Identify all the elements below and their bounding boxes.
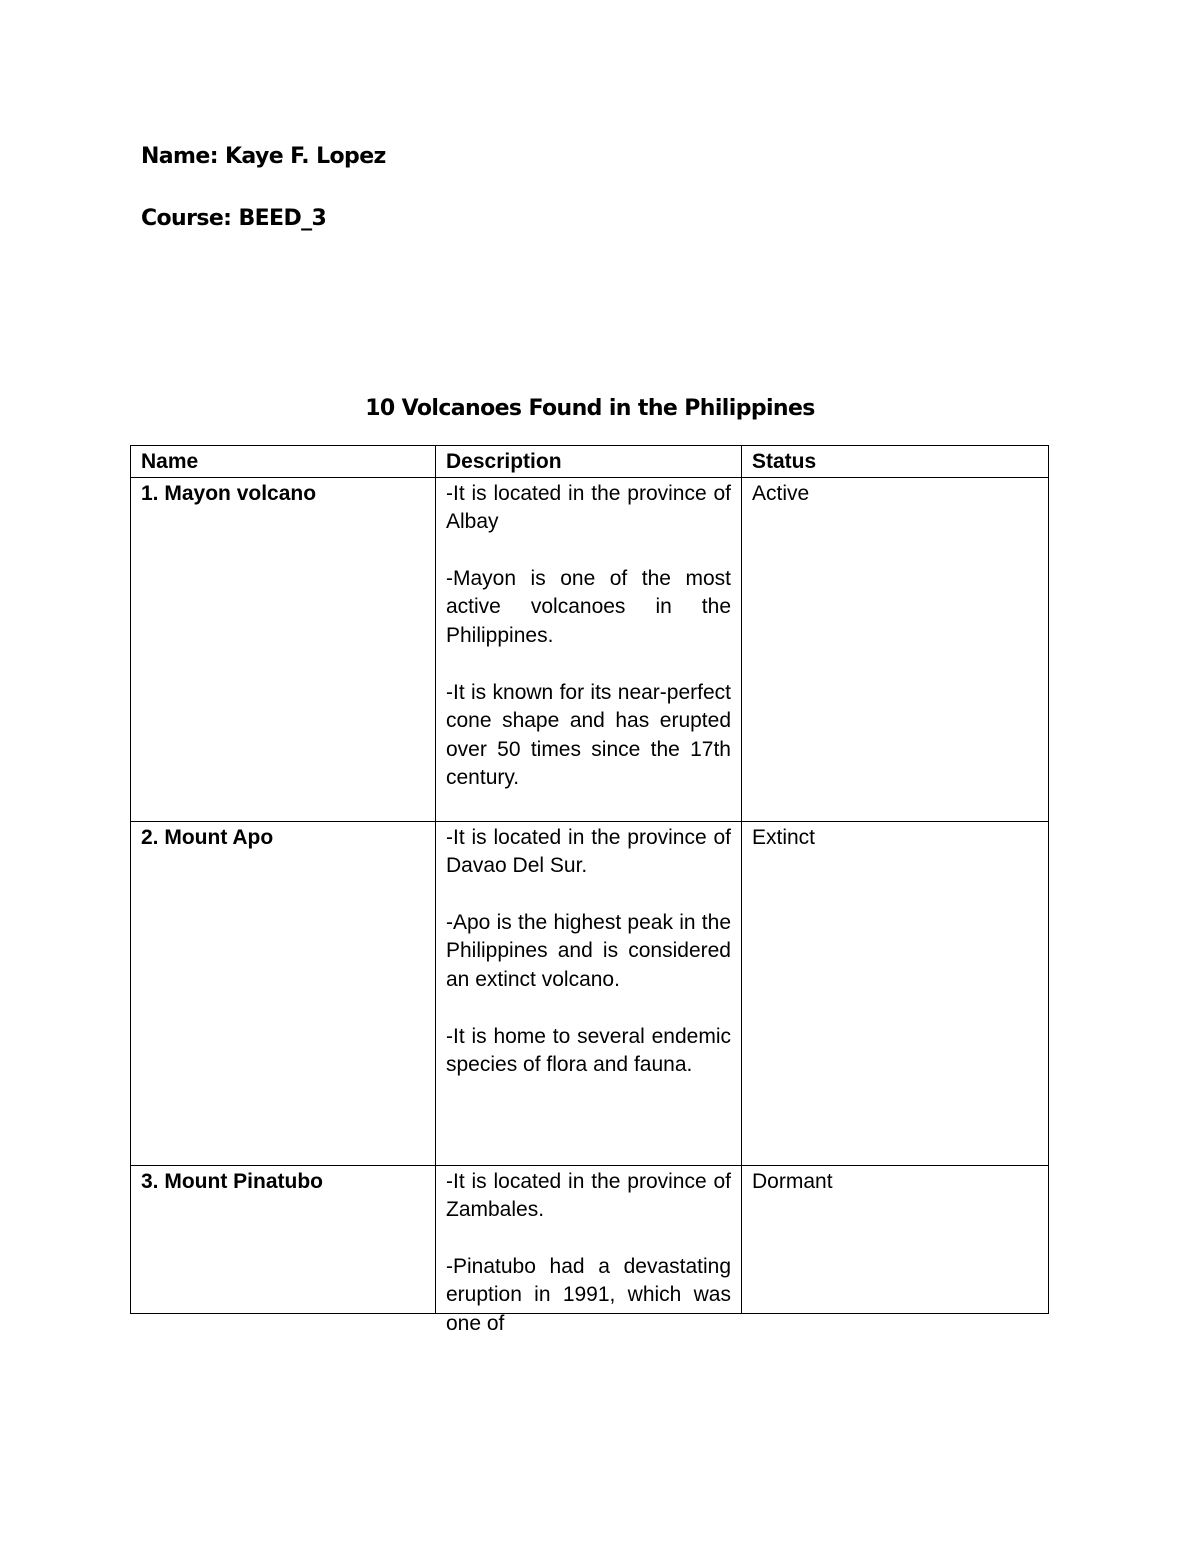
table-row [131, 1165, 1049, 1313]
description-paragraph: -Apo is the highest peak in the Philippines and is considered an extinct volcano. [446, 910, 731, 991]
description-paragraph: -Pinatubo had a devastating eruption in 1991, which was one of [446, 1254, 731, 1335]
volcano-description [436, 821, 742, 1165]
document-title: 10 Volcanoes Found in the Philippines [365, 396, 815, 421]
description-paragraph: -It is home to several endemic species of flora and fauna. [446, 1024, 731, 1077]
description-paragraph: -It is located in the province of Davao Del Sur. [446, 825, 731, 878]
volcano-name: 2. Mount Apo [131, 821, 436, 1165]
volcano-description [436, 477, 742, 821]
table-row [131, 821, 1049, 1165]
description-paragraph: -It is known for its near-perfect cone shape and has erupted over 50 times since the 17th century. [446, 680, 731, 790]
volcano-name: 1. Mayon volcano [131, 477, 436, 821]
volcano-table [130, 445, 1049, 1335]
description-paragraph: -It is located in the province of Albay [446, 481, 731, 534]
table-row [131, 477, 1049, 821]
volcano-name: 3. Mount Pinatubo [131, 1165, 436, 1313]
student-name-line: Name: Kaye F. Lopez [141, 144, 386, 169]
table-header-row [131, 446, 1049, 478]
header-description: Description [436, 446, 742, 478]
volcano-status: Dormant [742, 1165, 1049, 1313]
volcano-status: Active [742, 477, 1049, 821]
header-status: Status [742, 446, 1049, 478]
volcano-status: Extinct [742, 821, 1049, 1165]
student-course-line: Course: BEED_3 [141, 206, 327, 231]
description-paragraph: -It is located in the province of Zambales. [446, 1169, 731, 1222]
volcano-description [436, 1165, 742, 1335]
header-name: Name [131, 446, 436, 478]
description-paragraph: -Mayon is one of the most active volcanoes in the Philippines. [446, 566, 731, 647]
